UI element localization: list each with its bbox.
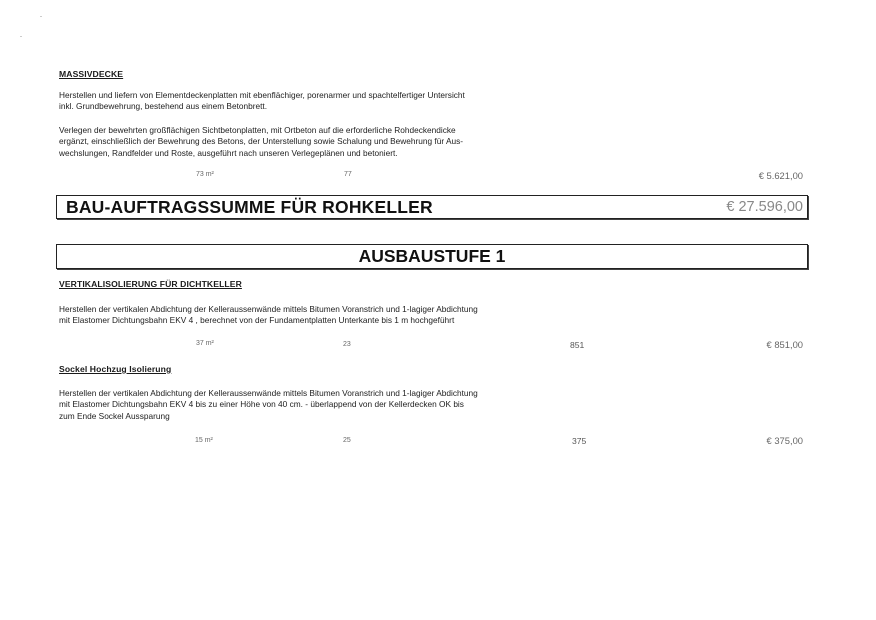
quantity: 73 m² — [196, 171, 214, 178]
massivdecke-paragraph-1 — [59, 90, 539, 113]
stage-title: AUSBAUSTUFE 1 — [358, 246, 506, 266]
text-line: Herstellen der vertikalen Abdichtung der Kelleraussenwände mittels Bitumen Voranstrich und 1-lagiger Abdichtung — [59, 304, 478, 314]
scan-speck — [20, 36, 22, 37]
text-line: ergänzt, einschließlich der Bewehrung des Betons, der Unterstellung sowie Schalung und Bewehrung für Aus- — [59, 136, 464, 147]
massivdecke-paragraph-2 — [59, 125, 539, 159]
text-line: zum Ende Sockel Aussparung — [59, 410, 170, 421]
sockel-paragraph — [59, 388, 539, 422]
section-heading-vertikalisolierung: VERTIKALISOLIERUNG FÜR DICHTKELLER — [59, 279, 242, 289]
line-price: € 375,00 — [766, 435, 803, 446]
line-price: € 851,00 — [766, 339, 803, 350]
line-price: € 5.621,00 — [758, 170, 803, 181]
section-heading-massivdecke: MASSIVDECKE — [59, 69, 124, 79]
text-line: mit Elastomer Dichtungsbahn EKV 4 , berechnet von der Fundamentplatten Unterkante bis 1 m hochgeführt — [59, 315, 455, 326]
quantity: 15 m² — [195, 437, 213, 444]
unit-price: 25 — [343, 437, 351, 444]
rohkeller-summary-box — [56, 195, 808, 219]
unit-price: 23 — [343, 341, 351, 348]
text-line: Herstellen und liefern von Elementdeckenplatten mit ebenflächiger, porenarmer und spachtelfertiger Untersicht — [59, 90, 465, 100]
line-total: 375 — [572, 436, 587, 446]
text-line: Verlegen der bewehrten großflächigen Sichtbetonplatten, mit Ortbeton auf die erforderliche Rohdeckendicke — [59, 125, 456, 135]
section-heading-sockel: Sockel Hochzug Isolierung — [59, 364, 172, 374]
scan-speck — [40, 16, 42, 17]
unit-price: 77 — [344, 171, 352, 178]
line-total: 851 — [570, 340, 585, 350]
summary-amount: € 27.596,00 — [726, 199, 803, 215]
text-line: Herstellen der vertikalen Abdichtung der Kelleraussenwände mittels Bitumen Voranstrich und 1-lagiger Abdichtung — [59, 388, 478, 398]
text-line: wechslungen, Randfelder und Roste, ausgeführt nach unseren Verlegeplänen und betoniert. — [59, 147, 398, 158]
summary-title: BAU-AUFTRAGSSUMME FÜR ROHKELLER — [66, 197, 433, 217]
text-line: mit Elastomer Dichtungsbahn EKV 4 bis zu einer Höhe von 40 cm. - überlappend von der Kellerdecken OK bis — [59, 399, 464, 410]
text-line: inkl. Grundbewehrung, bestehend aus einem Betonbrett. — [59, 101, 268, 112]
quantity: 37 m² — [196, 340, 214, 347]
vertikalisolierung-paragraph — [59, 304, 539, 327]
ausbaustufe-header-box — [56, 244, 808, 269]
